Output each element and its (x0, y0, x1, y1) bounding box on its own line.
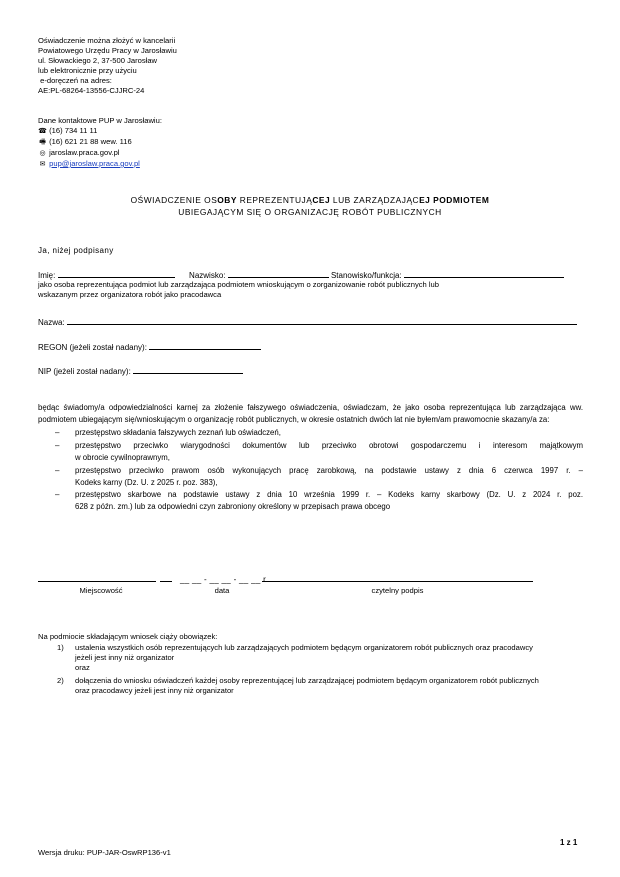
list-item-line: Kodeks karny (Dz. U. z 2025 r. poz. 383), (75, 478, 218, 487)
place-caption: Miejscowość (79, 586, 123, 595)
office-line: Oświadczenie można złożyć w kancelarii (38, 36, 176, 45)
list-item-line: przestępstwo przeciwko prawom osób wykonujących pracę zarobkową, na podstawie ustawy z dnia 6 czerwca 1997 r. – (75, 466, 583, 475)
obligation-item (75, 676, 585, 696)
last-name-field[interactable] (228, 268, 329, 278)
role-description (38, 280, 439, 300)
place-field-tail (160, 581, 172, 582)
office-line: Powiatowego Urzędu Pracy w Jarosławiu (38, 46, 177, 55)
list-item-line: przestępstwo przeciwko wiarygodności dokumentów lub przeciwko obrotowi gospodarczemu i interesom majątkowym (75, 441, 583, 450)
signature-caption: czytelny podpis (371, 586, 424, 595)
list-item-line: w obrocie cywilnoprawnym, (75, 453, 170, 462)
obligations-title: Na podmiocie składającym wniosek ciąży obowiązek: (38, 632, 218, 641)
date-field[interactable]: __ __ - __ __ - __ __ r. (180, 575, 269, 584)
last-name-label: Nazwisko: (189, 271, 226, 280)
print-version: Wersja druku: PUP-JAR-OswRP136-v1 (38, 848, 171, 857)
nip-field[interactable] (133, 364, 243, 374)
contact-title: Dane kontaktowe PUP w Jarosławiu: (38, 116, 162, 125)
globe-icon: ◎ (39, 150, 46, 157)
edelivery-address: AE:PL-68264-13556-CJJRC-24 (38, 86, 145, 95)
list-item (75, 465, 583, 489)
regon-label: REGON (jeżeli został nadany): (38, 343, 147, 352)
phone-number: (16) 734 11 11 (49, 126, 98, 135)
role-line: jako osoba reprezentująca podmiot lub zarządzająca podmiotem wnioskującym o zorganizowanie robót publicznych lub (38, 280, 440, 289)
title-part: LUB ZARZĄDZAJĄC (330, 195, 420, 205)
title-part: OŚWIADCZENIE OS (130, 195, 218, 205)
list-item-line: 628 z późn. zm.) lub za odpowiedni czyn zabroniony określony w przepisach prawa obcego (75, 502, 391, 511)
list-item-line: przestępstwo składania fałszywych zeznań lub oświadczeń, (75, 428, 281, 437)
place-field[interactable] (38, 581, 156, 582)
office-line: ul. Słowackiego 2, 37-500 Jarosław (38, 56, 158, 65)
list-dash: – (55, 428, 60, 437)
envelope-icon: ✉ (39, 161, 46, 168)
role-line: wskazanym przez organizatora robót jako pracodawca (38, 290, 222, 299)
office-line: lub elektronicznie przy użyciu (38, 66, 137, 75)
company-name-row (38, 315, 577, 328)
nip-label: NIP (jeżeli został nadany): (38, 367, 131, 376)
first-name-label: Imię: (38, 271, 56, 280)
document-title (0, 194, 620, 218)
obligation-number: 2) (57, 676, 64, 685)
website-link[interactable]: jaroslaw.praca.gov.pl (49, 148, 120, 157)
position-field[interactable] (404, 268, 564, 278)
obligation-number: 1) (57, 643, 64, 652)
list-dash: – (55, 490, 60, 499)
fax-icon: 🖷 (39, 139, 46, 146)
title-part: EJ PODMIOTEM (419, 195, 490, 205)
title-part: OBY (217, 195, 237, 205)
phone-icon: ☎ (38, 128, 47, 135)
list-item-line: przestępstwo skarbowe na podstawie ustawy z dnia 10 września 1999 r. – Kodeks karny skarbowy (Dz. U. z 2024 r. poz. (75, 490, 583, 499)
contact-info (38, 116, 162, 170)
office-info (38, 36, 177, 96)
list-item (75, 427, 583, 439)
list-dash: – (55, 441, 60, 450)
company-name-label: Nazwa: (38, 318, 65, 327)
title-part: CEJ (312, 195, 331, 205)
obligation-line: ustalenia wszystkich osób reprezentujących lub zarządzających podmiotem będącym organizatorem robót publicznych oraz pracodawcy (75, 643, 533, 652)
office-line: e-doręczeń na adres: (38, 76, 112, 85)
email-link[interactable]: pup@jaroslaw.praca.gov.pl (49, 159, 140, 168)
obligation-line: dołączenia do wniosku oświadczeń każdej osoby reprezentującej lub zarządzającej podmiotem będącym organizatorem robót publicznych (75, 676, 539, 685)
list-dash: – (55, 466, 60, 475)
signature-field[interactable] (262, 581, 533, 582)
title-line-2: UBIEGAJĄCYM SIĘ O ORGANIZACJĘ ROBÓT PUBLICZNYCH (178, 207, 442, 217)
fax-number: (16) 621 21 88 wew. 116 (49, 137, 132, 146)
regon-row (38, 340, 261, 353)
list-item (75, 489, 583, 513)
page-number: 1 z 1 (560, 838, 578, 847)
first-name-field[interactable] (58, 268, 175, 278)
list-item (75, 440, 583, 464)
nip-row (38, 364, 243, 377)
declaration-text: będąc świadomy/a odpowiedzialności karnej za złożenie fałszywego oświadczenia, oświadczam, że jako osoba reprezentująca lub zarządzająca ww. podmiotem ubiegającym się/wnioskującym o organizację robót publicznych, w okresie ostatnich dwóch lat nie byłem/am prawomocnie skazany/a za: (38, 403, 583, 424)
company-name-field[interactable] (67, 315, 577, 325)
obligation-line: oraz pracodawcy jeżeli jest inny niż organizator (75, 686, 234, 695)
obligation-line: jeżeli jest inny niż organizator (75, 653, 175, 662)
date-caption: data (214, 586, 230, 595)
obligation-item (75, 643, 585, 673)
intro-text: Ja, niżej podpisany (38, 246, 114, 255)
title-part: REPREZENTUJĄ (236, 195, 313, 205)
obligation-connector: oraz (75, 663, 90, 672)
regon-field[interactable] (149, 340, 261, 350)
position-label: Stanowisko/funkcja: (330, 271, 402, 280)
